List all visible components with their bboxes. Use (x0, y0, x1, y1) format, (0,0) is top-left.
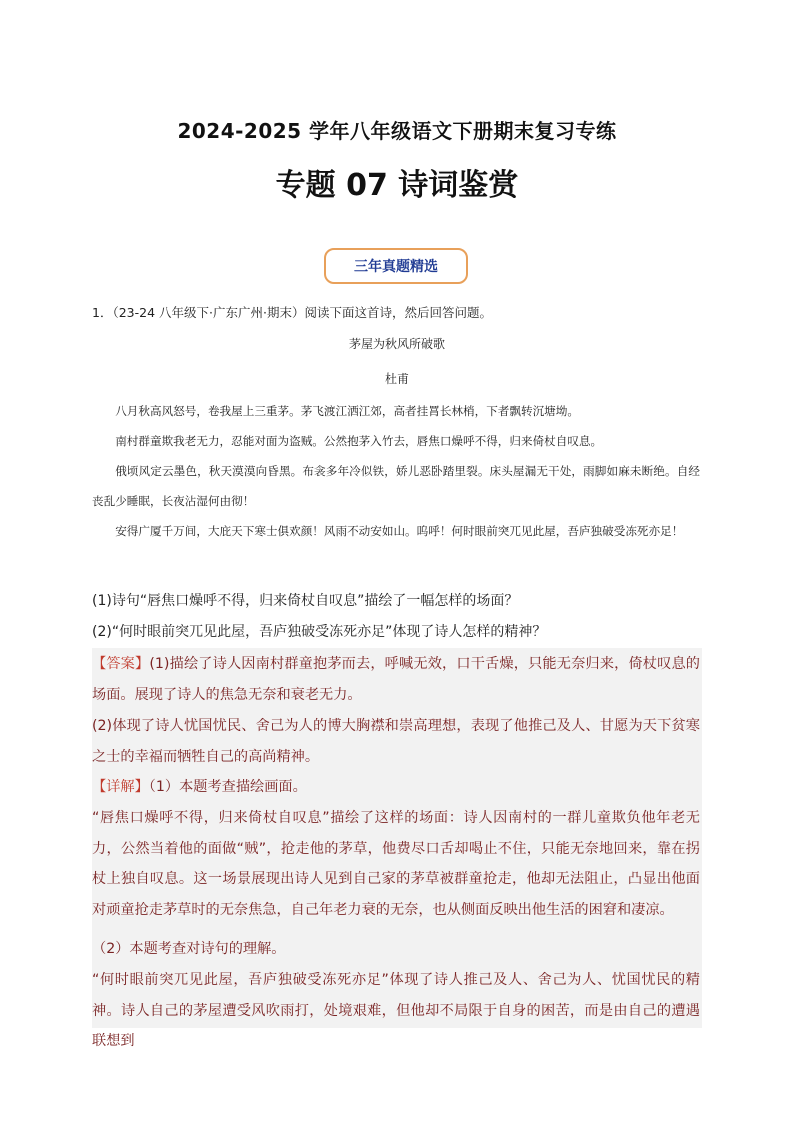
poem-paragraph: 俄顷风定云墨色，秋天漠漠向昏黑。布衾多年冷似铁，娇儿恶卧踏里裂。床头屋漏无干处，雨脚如麻未断绝。自经丧乱少睡眠，长夜沾湿何由彻！ (92, 464, 700, 508)
sub-question-2: (2)“何时眼前突兀见此屋，吾庐独破受冻死亦足”体现了诗人怎样的精神？ (92, 624, 547, 640)
answer-label: 【答案】 (92, 656, 150, 672)
poem-paragraph: 南村群童欺我老无力，忍能对面为盗贼。公然抱茅入竹去，唇焦口燥呼不得，归来倚杖自叹息。 (115, 434, 603, 448)
poem-title: 茅屋为秋风所破歌 (348, 337, 445, 351)
section-badge-label: 三年真题精选 (354, 259, 438, 275)
poem-author: 杜甫 (384, 372, 409, 386)
detail-label: 【详解】 (92, 779, 149, 795)
answer-1-text: (1)描绘了诗人因南村群童抱茅而去，呼喊无效，口干舌燥，只能无奈归来，倚杖叹息的场面。展现了诗人的焦急无奈和衰老无力。 (92, 656, 700, 703)
detail-heading (92, 772, 700, 803)
detail-intro: （1）本题考查描绘画面。 (148, 779, 307, 795)
detail-intro-2: （2）本题考查对诗句的理解。 (92, 941, 286, 957)
document-title: 专题 07 诗词鉴赏 (275, 168, 519, 203)
poem-paragraph: 八月秋高风怒号，卷我屋上三重茅。茅飞渡江洒江郊，高者挂罥长林梢，下者飘转沉塘坳。 (115, 404, 579, 418)
answer-1 (92, 649, 700, 710)
answer-2: (2)体现了诗人忧国忧民、舍己为人的博大胸襟和崇高理想，表现了他推己及人、甘愿为天下贫寒之士的幸福而牺牲自己的高尚精神。 (92, 718, 700, 765)
document-subtitle: 2024-2025 学年八年级语文下册期末复习专练 (177, 119, 617, 143)
poem-paragraph: 安得广厦千万间，大庇天下寒士俱欢颜！风雨不动安如山。呜呼！何时眼前突兀见此屋，吾庐独破受冻死亦足！ (115, 524, 684, 538)
detail-paragraph-2: “何时眼前突兀见此屋，吾庐独破受冻死亦足”体现了诗人推己及人、舍己为人、忧国忧民的精神。诗人自己的茅屋遭受风吹雨打，处境艰难，但他却不局限于自身的困苦，而是由自己的遭遇联想到 (92, 972, 700, 1049)
question-stem: 1．（23-24 八年级下·广东广州·期末）阅读下面这首诗，然后回答问题。 (92, 305, 492, 320)
sub-question-1: (1)诗句“唇焦口燥呼不得，归来倚杖自叹息”描绘了一幅怎样的场面？ (92, 593, 519, 609)
poem-body (92, 396, 700, 546)
detail-paragraph-1: “唇焦口燥呼不得，归来倚杖自叹息”描绘了这样的场面：诗人因南村的一群儿童欺负他年老无力，公然当着他的面做“贼”，抢走他的茅草，他费尽口舌却喝止不住，只能无奈地回来，靠在拐杖上独自叹息。这一场景展现出诗人见到自己家的茅草被群童抢走，他却无法阻止，凸显出他面对顽童抢走茅草时的无奈焦急，自己年老力衰的无奈，也从侧面反映出他生活的困窘和凄凉。 (92, 810, 700, 918)
section-badge (324, 248, 468, 284)
